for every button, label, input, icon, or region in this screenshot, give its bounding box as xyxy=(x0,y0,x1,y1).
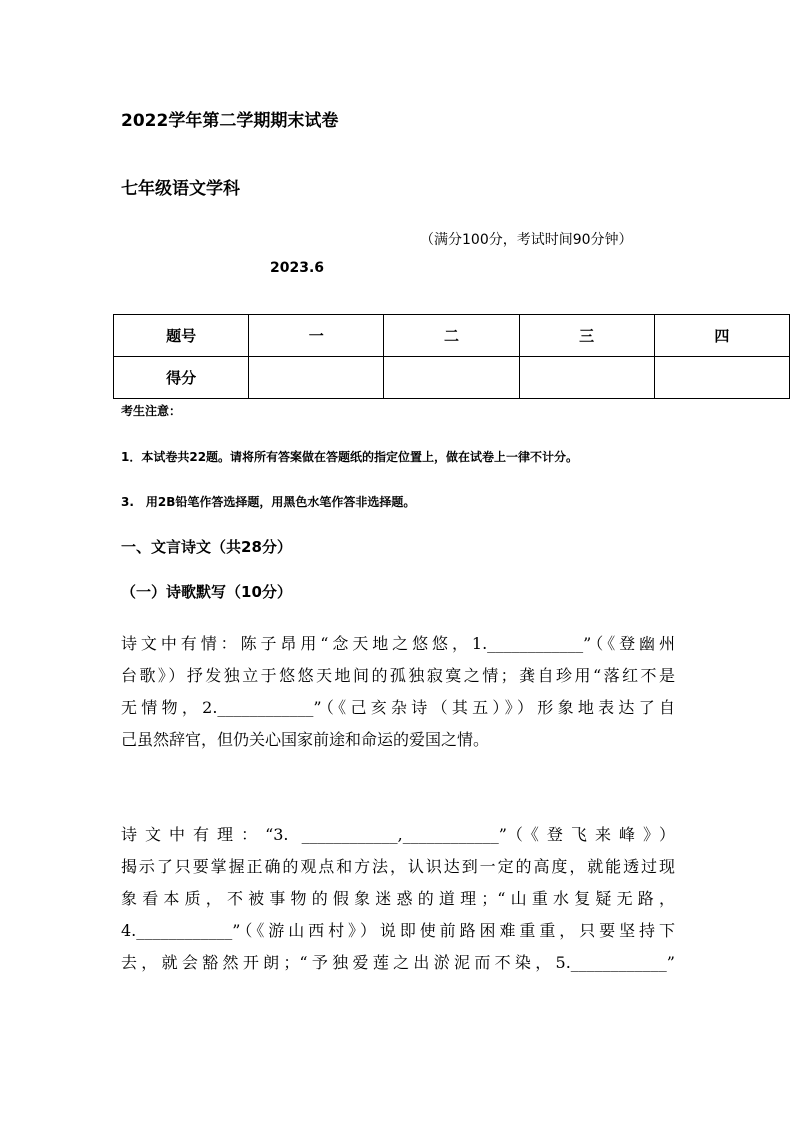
paragraph-line: 去，就会豁然开朗；“予独爱莲之出淤泥而不染，5.____________” xyxy=(121,953,675,972)
paragraph-line: 己虽然辞官，但仍关心国家前途和命运的爱国之情。 xyxy=(121,730,490,749)
score-table-header-row xyxy=(114,315,790,357)
paragraph-line: 无情物，2.____________”（《己亥杂诗（其五）》）形象地表达了自 xyxy=(121,698,675,717)
score-table-cell: 题号 xyxy=(114,315,249,357)
score-table-cell: 二 xyxy=(384,315,519,357)
exam-subject: 七年级语文学科 xyxy=(121,179,240,199)
score-table-cell xyxy=(384,357,519,399)
paragraph-line: 象看本质，不被事物的假象迷惑的道理；“山重水复疑无路， xyxy=(121,889,675,908)
score-table xyxy=(113,314,790,399)
notice-heading: 考生注意： xyxy=(121,404,182,418)
exam-date: 2023.6 xyxy=(270,260,325,276)
score-table-score-row xyxy=(114,357,790,399)
poem-recitation-paragraph-1 xyxy=(121,628,675,756)
paragraph-line: 台歌》）抒发独立于悠悠天地间的孤独寂寞之情；龚自珍用“落红不是 xyxy=(121,666,675,685)
score-table-cell: 四 xyxy=(654,315,789,357)
score-table-cell: 一 xyxy=(249,315,384,357)
score-table-cell xyxy=(654,357,789,399)
poem-recitation-paragraph-2 xyxy=(121,819,675,979)
score-table-cell: 得分 xyxy=(114,357,249,399)
score-table-cell xyxy=(519,357,654,399)
paragraph-line: 4.____________”（《游山西村》）说即使前路困难重重，只要坚持下 xyxy=(121,921,675,940)
score-table-cell xyxy=(249,357,384,399)
exam-score-time-note: （满分100分，考试时间90分钟） xyxy=(420,232,633,248)
score-table-cell: 三 xyxy=(519,315,654,357)
notice-item: 3. 用2B铅笔作答选择题，用黑色水笔作答非选择题。 xyxy=(121,495,416,509)
exam-title: 2022学年第二学期期末试卷 xyxy=(121,111,339,131)
paragraph-line: 揭示了只要掌握正确的观点和方法，认识达到一定的高度，就能透过现 xyxy=(121,857,675,876)
notice-item: 1．本试卷共22题。请将所有答案做在答题纸的指定位置上，做在试卷上一律不计分。 xyxy=(121,450,579,464)
subsection-heading: （一）诗歌默写（10分） xyxy=(121,583,292,601)
paragraph-line: 诗文中有理：“3. ____________,____________”（《登飞来峰》） xyxy=(121,825,675,844)
section-heading: 一、文言诗文（共28分） xyxy=(121,538,292,556)
paragraph-line: 诗文中有情：陈子昂用“念天地之悠悠，1.____________”（《登幽州 xyxy=(121,634,675,653)
